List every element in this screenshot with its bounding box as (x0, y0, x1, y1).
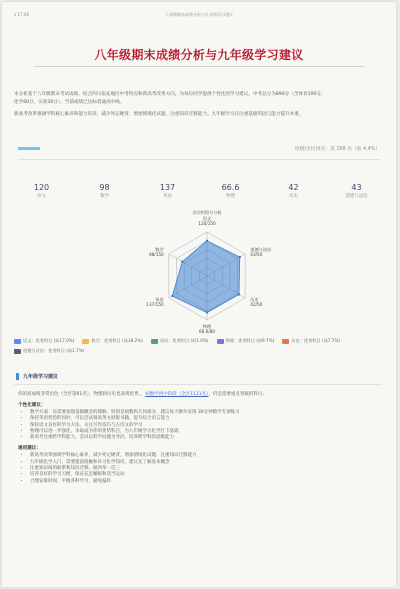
page-title: 八年级期末成绩分析与九年级学习建议 (94, 48, 304, 62)
score-label: 英语 (163, 194, 172, 199)
radar-axis-label: 数学 (155, 247, 164, 252)
radar-axis-label: 历史 (250, 297, 259, 302)
radar-point (206, 240, 208, 242)
radar-axis-label: 道德与法治 (250, 247, 272, 252)
print-header (2, 12, 396, 22)
print-time: s 17:48 (14, 12, 29, 17)
radar-axis-label: 语文 (202, 216, 212, 221)
legend-swatch (282, 339, 289, 344)
intro-p1-line-1: 本分析基于八年级期末考试成绩，结合四川南充地区中考特点和新高考改革方向，为每位同学提供个性化的学习建议。中考总分为890分（含体育100分， (14, 92, 326, 97)
intro-p1-line-2: 化学60分，实验30分），当前成绩已达标普通高中线。 (14, 100, 125, 105)
score-value: 43 (351, 183, 362, 192)
legend-text: 语文：优秀科目 (前17.0%) (23, 338, 75, 343)
subject-legend-item (14, 338, 74, 344)
subject-legend-item (14, 348, 84, 354)
score-item (136, 183, 199, 205)
general-advice-item: • 合理安排时间，平衡各科学习，避免偏科 (30, 479, 382, 485)
score-label: 历史 (289, 194, 298, 199)
legend-text: 数学：优秀科目 (前18.2%) (91, 338, 143, 343)
advice-highlight: 初数学初中阶段（全区1121名） (145, 392, 209, 397)
advice-section (14, 373, 382, 485)
subject-legend (14, 338, 388, 358)
score-item (325, 183, 388, 205)
subject-legend-row (14, 348, 388, 354)
radar-axis-value: 42/50 (250, 302, 263, 307)
score-label: 数学 (100, 194, 109, 199)
stats-accent-bar (18, 147, 40, 150)
legend-swatch (14, 339, 21, 344)
score-value: 42 (288, 183, 299, 192)
legend-swatch (82, 339, 89, 344)
legend-text: 历史：优秀科目 (前7.7%) (291, 338, 341, 343)
score-item (199, 183, 262, 205)
advice-intro-text: 你的高成绩非常出色（全区第61名），物理和历史也表现优秀。， (18, 392, 146, 397)
radar-axis-label: 英语 (155, 297, 164, 302)
personal-advice-item: • 新高考注重跨学科能力，尝试以科学问题为导向，培养跨学科的思维能力 (30, 435, 382, 441)
legend-swatch (14, 349, 21, 354)
radar-point (238, 293, 240, 295)
personal-advice-list (14, 410, 382, 441)
radar-point (206, 311, 208, 313)
personal-advice-item: • 保持语文良好的学习方法，关注写作技巧与古诗文的学习 (30, 423, 382, 429)
intro-paragraph-2: 新高考改革强调学科核心素养和能力培养，减少死记硬背，增加情境化试题，注重知识迁移能力。九年级学习应注重基础巩固与能力提升并重。 (14, 112, 304, 117)
intro-paragraph-1 (14, 91, 380, 107)
advice-divider (14, 384, 382, 385)
legend-text: 英语：优秀科目 (前1.0%) (159, 338, 209, 343)
radar-title: 各学科得分分析 (192, 210, 222, 215)
subject-legend-item (282, 338, 340, 344)
radar-point (181, 261, 183, 263)
subject-legend-item (82, 338, 142, 344)
stats-divider (18, 159, 380, 160)
personal-advice-item: • 物理可以进一步强化，争取成为你的优势科目，为九年级学习化学打下基础 (30, 429, 382, 435)
personal-advice-item: • 数学方面：你需要加强基础概念的理解，特别是函数和几何部分，建议每天额外安排 30分钟数学专项练习 (30, 410, 382, 416)
score-item (262, 183, 325, 205)
general-advice-list (14, 453, 382, 484)
subject-legend-item (217, 338, 275, 344)
score-item (73, 183, 136, 205)
subject-legend-row (14, 338, 388, 344)
legend-swatch (151, 339, 158, 344)
score-summary (10, 183, 388, 205)
subject-legend-item (151, 338, 209, 344)
radar-axis-value: 66.6/80 (198, 329, 216, 334)
score-item (10, 183, 73, 205)
general-advice-item: • 注重知识间的联系和知识迁移，做到举一反三 (30, 466, 382, 472)
personal-advice-item: • 保持英语优势的同时，可以尝试阅读英文原版书籍，提升综合语言能力 (30, 416, 382, 422)
general-advice-item: • 培养良好的学习习惯，保证充足睡眠和适当运动 (30, 472, 382, 478)
print-doc-title: 八年级期末成绩分析与九年级学习建议 (165, 12, 233, 17)
advice-title: 九年级学习建议 (16, 373, 58, 380)
general-advice-label: 通用建议： (18, 446, 41, 452)
radar-axis-value: 98/150 (148, 252, 164, 257)
score-label: 道德与法治 (345, 194, 368, 199)
radar-axis-value: 120/150 (198, 221, 216, 226)
document-page (2, 2, 396, 587)
stats-header (18, 145, 380, 157)
score-value: 120 (33, 183, 50, 192)
score-value: 66.6 (221, 183, 240, 192)
score-label: 语文 (37, 194, 46, 199)
radar-axis-value: 137/150 (146, 302, 164, 307)
personal-advice-label: 个性化建议： (18, 403, 46, 408)
general-advice-item: • 九年级化学入门，需要提前接触和补习化学知识，建议先了解基本概念 (30, 460, 382, 466)
general-advice-item: • 新高考改革强调学科核心素养，减少死记硬背，增加情境化试题，注重知识迁移能力 (30, 453, 382, 459)
advice-intro-tail: ，仍是需要重点突破的科目。 (208, 392, 267, 397)
rank-text: 班级/全区排名：第 268 名（前 4.4%） (294, 147, 380, 152)
radar-point (239, 256, 241, 258)
title-divider (34, 66, 364, 67)
radar-axis-label: 物理 (202, 324, 212, 329)
legend-text: 道德与法治：优秀科目 (前1.7%) (23, 348, 85, 353)
score-value: 98 (99, 183, 110, 192)
radar-chart (137, 206, 277, 338)
advice-intro (18, 391, 382, 398)
radar-axis-value: 43/50 (250, 252, 263, 257)
legend-text: 物理：优秀科目 (前9.7%) (225, 338, 275, 343)
radar-point (171, 295, 173, 297)
radar-area (172, 241, 239, 313)
score-value: 137 (159, 183, 176, 192)
legend-swatch (217, 339, 224, 344)
score-label: 物理 (226, 194, 235, 199)
